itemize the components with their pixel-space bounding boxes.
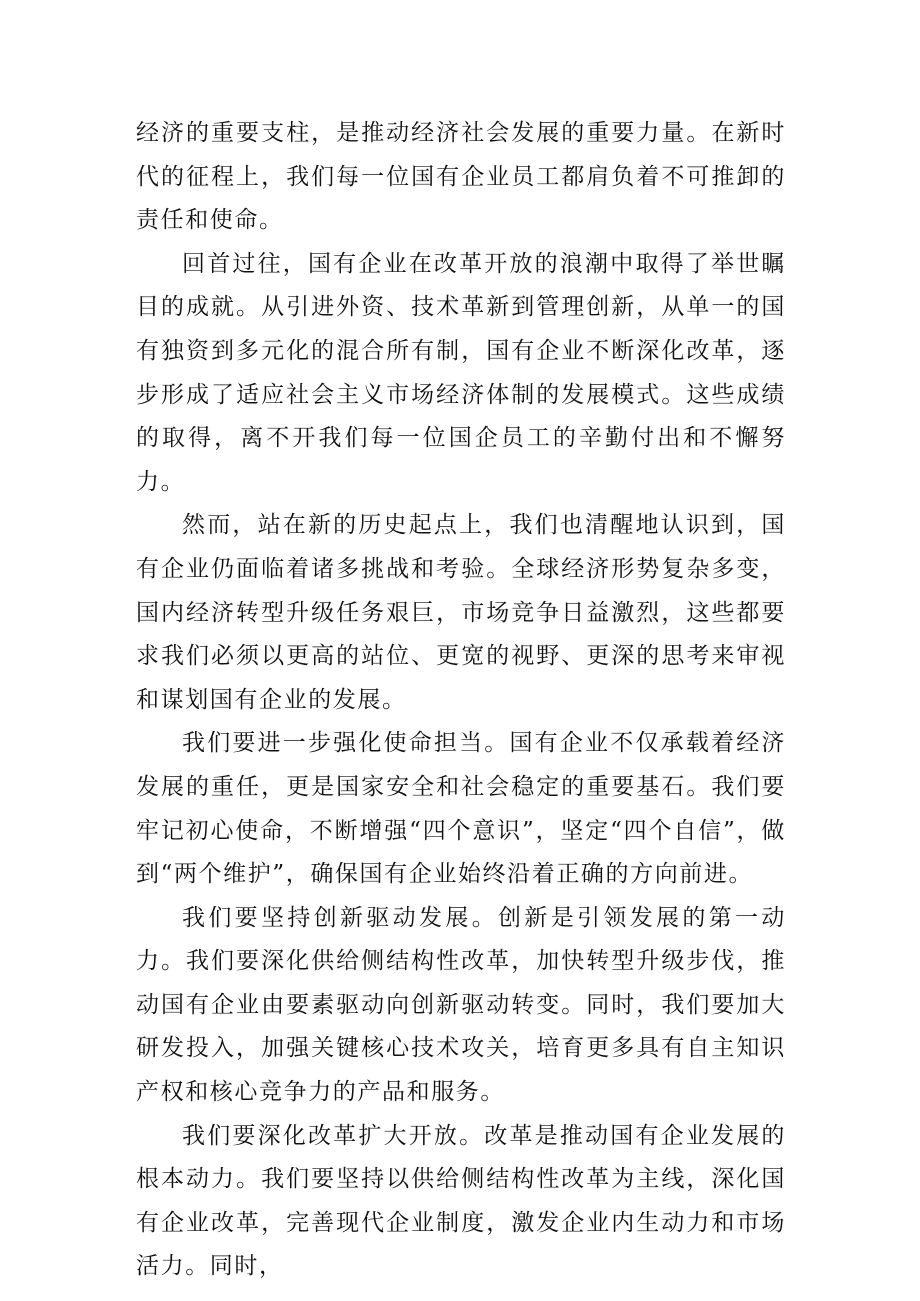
paragraph-6: 我们要深化改革扩大开放。改革是推动国有企业发展的根本动力。我们要坚持以供给侧结构性改革为主线，深化国有企业改革，完善现代企业制度，激发企业内生动力和市场活力。同时， [136,1122,786,1280]
paragraph-1: 经济的重要支柱，是推动经济社会发展的重要力量。在新时代的征程上，我们每一位国有企业员工都肩负着不可推卸的责任和使命。 [136,120,786,234]
paragraph-4: 我们要进一步强化使命担当。国有企业不仅承载着经济发展的重任，更是国家安全和社会稳定的重要基石。我们要牢记初心使命，不断增强“四个意识”，坚定“四个自信”，做到“两个维护”，确保国有企业始终沿着正确的方向前进。 [136,730,786,888]
paragraph-2: 回首过往，国有企业在改革开放的浪潮中取得了举世瞩目的成就。从引进外资、技术革新到管理创新，从单一的国有独资到多元化的混合所有制，国有企业不断深化改革，逐步形成了适应社会主义市场经济体制的发展模式。这些成绩的取得，离不开我们每一位国企员工的辛勤付出和不懈努力。 [136,250,786,495]
document-body [136,112,786,1289]
paragraph-3: 然而，站在新的历史起点上，我们也清醒地认识到，国有企业仍面临着诸多挑战和考验。全球经济形势复杂多变，国内经济转型升级任务艰巨，市场竞争日益激烈，这些都要求我们必须以更高的站位、更宽的视野、更深的思考来审视和谋划国有企业的发展。 [136,512,786,713]
paragraph-5: 我们要坚持创新驱动发展。创新是引领发展的第一动力。我们要深化供给侧结构性改革，加快转型升级步伐，推动国有企业由要素驱动向创新驱动转变。同时，我们要加大研发投入，加强关键核心技术攻关，培育更多具有自主知识产权和核心竞争力的产品和服务。 [136,904,786,1106]
